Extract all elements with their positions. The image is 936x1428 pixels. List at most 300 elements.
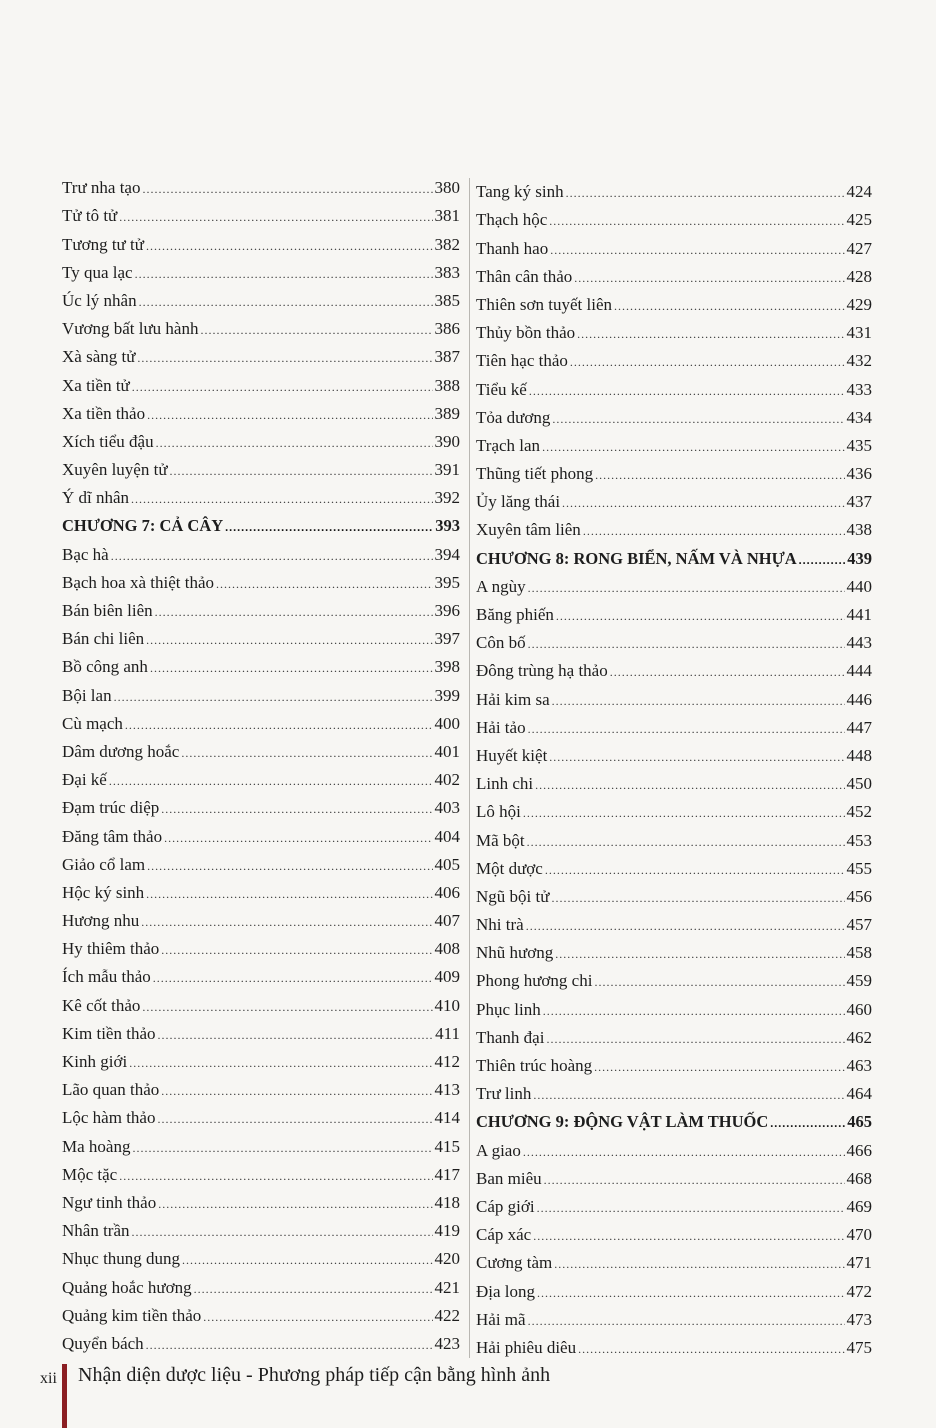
- toc-entry-name: Ma hoàng: [62, 1136, 131, 1156]
- toc-entry-name: Xuyên luyện tử: [62, 460, 168, 480]
- toc-leader-dots: [552, 410, 844, 428]
- toc-entry: [476, 625, 872, 653]
- toc-entry: [62, 367, 460, 395]
- toc-entry: [62, 734, 460, 762]
- toc-leader-dots: [161, 941, 432, 959]
- toc-entry-name: Mộc tặc: [62, 1164, 118, 1184]
- toc-entry-name: Thủy bồn thảo: [476, 323, 576, 343]
- toc-entry-name: Băng phiến: [476, 605, 554, 624]
- toc-entry-name: Thanh đại: [476, 1027, 545, 1047]
- toc-leader-dots: [533, 1227, 844, 1245]
- toc-entry: [476, 1302, 872, 1330]
- toc-leader-dots: [111, 547, 433, 565]
- toc-leader-dots: [164, 829, 432, 847]
- toc-entry-page: 443: [846, 633, 872, 653]
- toc-entry-page: 440: [846, 576, 872, 596]
- toc-leader-dots: [527, 833, 845, 851]
- toc-entry-page: 397: [434, 629, 460, 649]
- toc-entry-name: Hải phiêu diêu: [476, 1337, 577, 1357]
- toc-entry: [62, 677, 460, 705]
- toc-entry-name: Đạm trúc diệp: [62, 798, 160, 818]
- toc-leader-dots: [552, 692, 845, 710]
- toc-leader-dots: [129, 1054, 432, 1072]
- toc-leader-dots: [132, 1139, 432, 1157]
- toc-entry: [476, 766, 872, 794]
- toc-entry: [476, 1020, 872, 1048]
- toc-entry-page: 382: [434, 234, 460, 254]
- toc-entry: [476, 1273, 872, 1301]
- toc-entry-page: 429: [846, 294, 872, 314]
- page-number: xii: [40, 1370, 57, 1387]
- toc-leader-dots: [549, 212, 844, 230]
- footer-accent-bar: [62, 1364, 67, 1428]
- toc-entry-page: 425: [846, 210, 872, 230]
- toc-entry-name: Nhũ hương: [476, 943, 554, 963]
- toc-entry-page: 433: [846, 379, 872, 399]
- toc-entry-page: 436: [846, 464, 872, 484]
- toc-leader-dots: [528, 635, 845, 653]
- toc-entry-name: Bạch hoa xà thiệt thảo: [62, 572, 215, 592]
- toc-entry-page: 428: [846, 266, 872, 286]
- toc-leader-dots: [146, 237, 433, 255]
- toc-entry: [62, 1044, 460, 1072]
- toc-entry: [62, 959, 460, 987]
- toc-leader-dots: [181, 744, 432, 762]
- toc-leader-dots: [614, 297, 845, 315]
- toc-entry-name: CHƯƠNG 9: ĐỘNG VẬT LÀM THUỐC: [476, 1112, 769, 1132]
- toc-entry-page: 400: [434, 713, 460, 733]
- toc-entry-page: 432: [846, 351, 872, 371]
- toc-entry-page: 380: [434, 178, 460, 198]
- toc-leader-dots: [562, 494, 844, 512]
- toc-entry-page: 458: [846, 943, 872, 963]
- toc-entry-name: Tang ký sinh: [476, 182, 564, 202]
- toc-leader-dots: [161, 1082, 432, 1100]
- toc-entry-name: Xích tiểu đậu: [62, 431, 154, 451]
- toc-entry: [476, 653, 872, 681]
- toc-entry-name: Bồ công anh: [62, 657, 148, 677]
- toc-entry: [476, 343, 872, 371]
- column-divider: [469, 178, 470, 1358]
- toc-entry-page: 381: [434, 206, 460, 226]
- toc-entry-name: Một dược: [476, 858, 543, 878]
- toc-entry: [62, 1213, 460, 1241]
- toc-entry-page: 448: [846, 745, 872, 765]
- toc-entry-page: 459: [846, 971, 872, 991]
- toc-leader-dots: [114, 688, 433, 706]
- toc-entry: [62, 1298, 460, 1326]
- toc-entry-page: 464: [846, 1084, 872, 1104]
- toc-entry-name: Ty qua lạc: [62, 262, 133, 282]
- toc-entry-page: 423: [434, 1333, 460, 1353]
- toc-leader-dots: [528, 1312, 845, 1330]
- toc-entry-name: Thạch hộc: [476, 210, 548, 230]
- toc-entry-page: 431: [846, 323, 872, 343]
- toc-entry-page: 456: [846, 886, 872, 906]
- toc-leader-dots: [142, 998, 432, 1016]
- toc-entry: [476, 851, 872, 879]
- toc-entry-page: 452: [846, 802, 872, 822]
- toc-leader-dots: [132, 378, 433, 396]
- toc-chapter-heading: [476, 1104, 872, 1132]
- toc-entry: [62, 593, 460, 621]
- toc-entry: [476, 569, 872, 597]
- toc-entry-name: Trạch lan: [476, 435, 541, 455]
- toc-entry: [476, 1245, 872, 1273]
- toc-entry-page: 418: [434, 1192, 460, 1212]
- toc-entry-name: Tử tô tử: [62, 206, 118, 226]
- toc-entry: [62, 649, 460, 677]
- toc-entry-name: Xa tiền thảo: [62, 403, 146, 423]
- toc-entry: [62, 536, 460, 564]
- toc-entry-page: 439: [847, 548, 872, 568]
- toc-entry-page: 403: [434, 798, 460, 818]
- toc-entry: [62, 339, 460, 367]
- toc-entry-page: 424: [846, 182, 872, 202]
- toc-right-column: [476, 174, 872, 1358]
- toc-leader-dots: [141, 913, 432, 931]
- toc-entry-name: Phục linh: [476, 999, 541, 1019]
- toc-entry: [476, 428, 872, 456]
- toc-entry-page: 435: [846, 435, 872, 455]
- toc-entry-name: Đông trùng hạ thảo: [476, 661, 608, 681]
- toc-entry: [476, 259, 872, 287]
- toc-leader-dots: [533, 1086, 844, 1104]
- toc-leader-dots: [544, 1171, 845, 1189]
- toc-entry-page: 402: [434, 770, 460, 790]
- toc-leader-dots: [146, 631, 432, 649]
- toc-entry: [476, 1217, 872, 1245]
- toc-entry-page: 438: [846, 520, 872, 540]
- toc-entry-name: Phong hương chi: [476, 971, 593, 991]
- toc-entry-name: Đại kế: [62, 770, 107, 790]
- toc-entry-name: Hy thiêm thảo: [62, 939, 160, 959]
- toc-entry-page: 390: [434, 431, 460, 451]
- toc-entry-name: A ngùy: [476, 576, 526, 596]
- toc-entry-page: 450: [846, 774, 872, 794]
- toc-entry-page: 411: [435, 1023, 460, 1043]
- toc-entry: [476, 794, 872, 822]
- toc-entry-name: Xa tiền tử: [62, 375, 130, 395]
- toc-entry-name: Hộc ký sinh: [62, 882, 145, 902]
- toc-entry: [62, 875, 460, 903]
- toc-entry-page: 447: [846, 717, 872, 737]
- toc-entry-name: Thanh hao: [476, 238, 549, 258]
- toc-leader-dots: [595, 466, 844, 484]
- toc-entry: [476, 400, 872, 428]
- toc-entry: [476, 681, 872, 709]
- toc-entry: [476, 991, 872, 1019]
- toc-entry-page: 419: [434, 1221, 460, 1241]
- toc-entry: [62, 1100, 460, 1128]
- book-title: Nhận diện dược liệu - Phương pháp tiếp cận bằng hình ảnh: [78, 1364, 551, 1386]
- toc-entry-page: 404: [434, 826, 460, 846]
- toc-entry-name: Ý dĩ nhân: [62, 488, 130, 508]
- toc-entry-page: 465: [847, 1112, 872, 1132]
- toc-entry-name: Lô hội: [476, 802, 521, 822]
- toc-entry-name: Linh chi: [476, 774, 534, 794]
- toc-entry: [476, 230, 872, 258]
- toc-entry-name: Trư nha tạo: [62, 178, 141, 198]
- toc-entry-page: 427: [846, 238, 872, 258]
- toc-leader-dots: [200, 321, 432, 339]
- toc-leader-dots: [157, 1026, 433, 1044]
- toc-entry-page: 399: [434, 685, 460, 705]
- toc-leader-dots: [574, 269, 844, 287]
- toc-entry: [476, 1189, 872, 1217]
- toc-entry: [476, 879, 872, 907]
- toc-leader-dots: [225, 518, 433, 536]
- toc-entry-name: Úc lý nhân: [62, 290, 137, 310]
- toc-entry: [476, 963, 872, 991]
- toc-entry-page: 415: [434, 1136, 460, 1156]
- toc-entry-page: 471: [846, 1253, 872, 1273]
- toc-entry: [62, 818, 460, 846]
- toc-leader-dots: [150, 659, 433, 677]
- toc-leader-dots: [594, 1058, 844, 1076]
- toc-entry-page: 391: [434, 460, 460, 480]
- toc-entry-page: 408: [434, 939, 460, 959]
- toc-entry-name: Tỏa dương: [476, 407, 551, 427]
- toc-leader-dots: [161, 800, 432, 818]
- toc-leader-dots: [147, 857, 432, 875]
- toc-entry-page: 460: [846, 999, 872, 1019]
- toc-entry-name: CHƯƠNG 7: CẢ CÂY: [62, 516, 224, 536]
- toc-entry: [476, 484, 872, 512]
- toc-leader-dots: [610, 663, 845, 681]
- toc-entry: [62, 1157, 460, 1185]
- toc-entry: [62, 847, 460, 875]
- toc-entry: [62, 1072, 460, 1100]
- toc-leader-dots: [577, 325, 844, 343]
- toc-entry-name: Kê cốt thảo: [62, 995, 141, 1015]
- toc-leader-dots: [119, 208, 432, 226]
- toc-entry: [476, 174, 872, 202]
- toc-leader-dots: [170, 462, 433, 480]
- toc-entry-page: 466: [846, 1140, 872, 1160]
- toc-entry-page: 413: [434, 1080, 460, 1100]
- toc-entry: [476, 738, 872, 766]
- toc-entry-page: 422: [434, 1305, 460, 1325]
- toc-entry-page: 462: [846, 1027, 872, 1047]
- toc-entry-page: 468: [846, 1168, 872, 1188]
- toc-leader-dots: [119, 1167, 432, 1185]
- toc-chapter-heading: [476, 540, 872, 568]
- toc-leader-dots: [137, 349, 432, 367]
- toc-entry-name: Ban miêu: [476, 1168, 542, 1188]
- toc-entry-name: Tiên hạc thảo: [476, 351, 568, 371]
- toc-entry: [62, 706, 460, 734]
- toc-entry-page: 395: [434, 572, 460, 592]
- toc-entry-name: Ngư tinh thảo: [62, 1192, 157, 1212]
- toc-leader-dots: [158, 1195, 432, 1213]
- toc-entry-name: Xuyên tâm liên: [476, 520, 581, 540]
- toc-entry-page: 420: [434, 1249, 460, 1269]
- toc-entry-page: 398: [434, 657, 460, 677]
- toc-leader-dots: [523, 804, 845, 822]
- toc-entry-name: Cương tàm: [476, 1253, 553, 1273]
- toc-entry-page: 444: [846, 661, 872, 681]
- toc-entry: [62, 1326, 460, 1354]
- toc-entry-name: Ủy lăng thái: [476, 492, 561, 512]
- toc-entry-page: 437: [846, 492, 872, 512]
- toc-leader-dots: [194, 1280, 433, 1298]
- toc-leader-dots: [125, 716, 433, 734]
- toc-entry: [62, 790, 460, 818]
- toc-entry-name: Nhục thung dung: [62, 1249, 181, 1269]
- toc-entry: [476, 1330, 872, 1358]
- toc-leader-dots: [537, 1199, 845, 1217]
- toc-entry: [476, 935, 872, 963]
- toc-entry-name: Ích mẫu thảo: [62, 967, 151, 987]
- toc-entry-name: A giao: [476, 1140, 521, 1160]
- toc-entry: [62, 1185, 460, 1213]
- toc-leader-dots: [537, 1284, 844, 1302]
- toc-entry: [476, 1161, 872, 1189]
- toc-entry-name: Thũng tiết phong: [476, 464, 594, 484]
- toc-leader-dots: [570, 353, 845, 371]
- toc-leader-dots: [799, 551, 846, 569]
- toc-entry-page: 409: [434, 967, 460, 987]
- toc-entry-name: Vương bất lưu hành: [62, 319, 199, 339]
- toc-entry: [476, 456, 872, 484]
- toc-entry-page: 417: [434, 1164, 460, 1184]
- toc-entry-name: Tiểu kế: [476, 379, 527, 399]
- toc-entry-name: Nhân trần: [62, 1221, 130, 1241]
- toc-chapter-heading: [62, 508, 460, 536]
- toc-entry-page: 441: [846, 605, 872, 624]
- toc-entry-page: 455: [846, 858, 872, 878]
- toc-entry-name: Lão quan thảo: [62, 1080, 160, 1100]
- toc-entry: [62, 452, 460, 480]
- toc-entry-name: Hải kim sa: [476, 689, 550, 709]
- toc-entry-page: 389: [434, 403, 460, 423]
- toc-entry-page: 407: [434, 911, 460, 931]
- toc-leader-dots: [770, 1114, 845, 1132]
- toc-entry-page: 386: [434, 319, 460, 339]
- toc-entry: [476, 1132, 872, 1160]
- toc-entry-page: 394: [434, 544, 460, 564]
- toc-entry: [62, 255, 460, 283]
- toc-entry: [62, 396, 460, 424]
- toc-leader-dots: [551, 889, 844, 907]
- toc-entry-name: Huyết kiệt: [476, 745, 548, 765]
- toc-entry: [476, 822, 872, 850]
- toc-entry-name: Ngũ bội tử: [476, 886, 550, 906]
- toc-entry: [476, 371, 872, 399]
- toc-leader-dots: [546, 1030, 844, 1048]
- toc-entry: [476, 315, 872, 343]
- toc-entry-page: 414: [434, 1108, 460, 1128]
- toc-entry-page: 446: [846, 689, 872, 709]
- toc-entry: [476, 512, 872, 540]
- toc-entry-name: Tương tư tử: [62, 234, 144, 254]
- toc-leader-dots: [526, 917, 845, 935]
- toc-entry-page: 475: [846, 1337, 872, 1357]
- toc-entry-name: Thiên sơn tuyết liên: [476, 294, 612, 314]
- toc-leader-dots: [155, 603, 433, 621]
- toc-entry: [476, 597, 872, 625]
- toc-entry-page: 469: [846, 1196, 872, 1216]
- toc-entry-page: 412: [434, 1052, 460, 1071]
- toc-entry: [62, 424, 460, 452]
- toc-entry: [62, 931, 460, 959]
- toc-entry: [62, 1241, 460, 1269]
- toc-entry-name: Bạc hà: [62, 544, 109, 564]
- toc-leader-dots: [146, 1336, 433, 1354]
- toc-entry-page: 383: [434, 262, 460, 282]
- toc-entry-name: Thiên trúc hoàng: [476, 1056, 593, 1075]
- toc-leader-dots: [566, 184, 845, 202]
- toc-leader-dots: [550, 241, 844, 259]
- toc-leader-dots: [528, 720, 845, 738]
- toc-entry-name: Cáp giới: [476, 1196, 535, 1216]
- toc-leader-dots: [153, 969, 433, 987]
- toc-entry-name: Mã bột: [476, 830, 525, 850]
- toc-entry-page: 470: [846, 1225, 872, 1245]
- toc-leader-dots: [157, 1110, 432, 1128]
- toc-leader-dots: [556, 607, 845, 625]
- toc-entry-name: Giảo cổ lam: [62, 854, 146, 874]
- toc-entry-name: Kim tiền thảo: [62, 1023, 156, 1043]
- page-footer: [0, 1360, 936, 1428]
- toc-entry-name: Cáp xác: [476, 1225, 532, 1245]
- toc-entry: [62, 987, 460, 1015]
- toc-entry: [62, 1128, 460, 1156]
- toc-entry-name: Hải mã: [476, 1309, 526, 1329]
- toc-entry-page: 405: [434, 854, 460, 874]
- toc-entry-name: Địa long: [476, 1281, 536, 1301]
- toc-entry-name: Lộc hàm thảo: [62, 1108, 156, 1128]
- toc-entry: [62, 283, 460, 311]
- toc-entry-name: Quảng hoắc hương: [62, 1277, 192, 1297]
- toc-entry-name: Quảng kim tiền thảo: [62, 1305, 202, 1325]
- toc-leader-dots: [109, 772, 433, 790]
- toc-entry-page: 463: [846, 1056, 872, 1075]
- toc-entry: [476, 710, 872, 738]
- toc-entry: [62, 903, 460, 931]
- toc-entry-page: 387: [434, 347, 460, 367]
- toc-leader-dots: [535, 776, 844, 794]
- toc-leader-dots: [542, 438, 844, 456]
- toc-leader-dots: [135, 265, 433, 283]
- toc-entry: [62, 1269, 460, 1297]
- toc-entry-page: 388: [434, 375, 460, 395]
- toc-entry-page: 396: [434, 601, 460, 620]
- toc-entry-page: 392: [434, 488, 460, 508]
- toc-entry: [476, 907, 872, 935]
- toc-leader-dots: [139, 293, 433, 311]
- toc-leader-dots: [545, 861, 845, 879]
- toc-entry: [62, 621, 460, 649]
- toc-entry-name: Bán biên liên: [62, 601, 153, 620]
- toc-entry-name: Kinh giới: [62, 1052, 128, 1071]
- toc-entry: [476, 287, 872, 315]
- toc-entry: [62, 170, 460, 198]
- toc-entry: [476, 202, 872, 230]
- toc-leader-dots: [523, 1143, 845, 1161]
- toc-entry: [62, 311, 460, 339]
- toc-leader-dots: [578, 1340, 844, 1358]
- toc-entry-name: Hải tảo: [476, 717, 526, 737]
- toc-entry-page: 406: [434, 882, 460, 902]
- toc-leader-dots: [555, 945, 844, 963]
- toc-entry-page: 434: [846, 407, 872, 427]
- toc-leader-dots: [182, 1251, 432, 1269]
- toc-leader-dots: [156, 434, 433, 452]
- toc-entry-page: 453: [846, 830, 872, 850]
- toc-leader-dots: [594, 973, 844, 991]
